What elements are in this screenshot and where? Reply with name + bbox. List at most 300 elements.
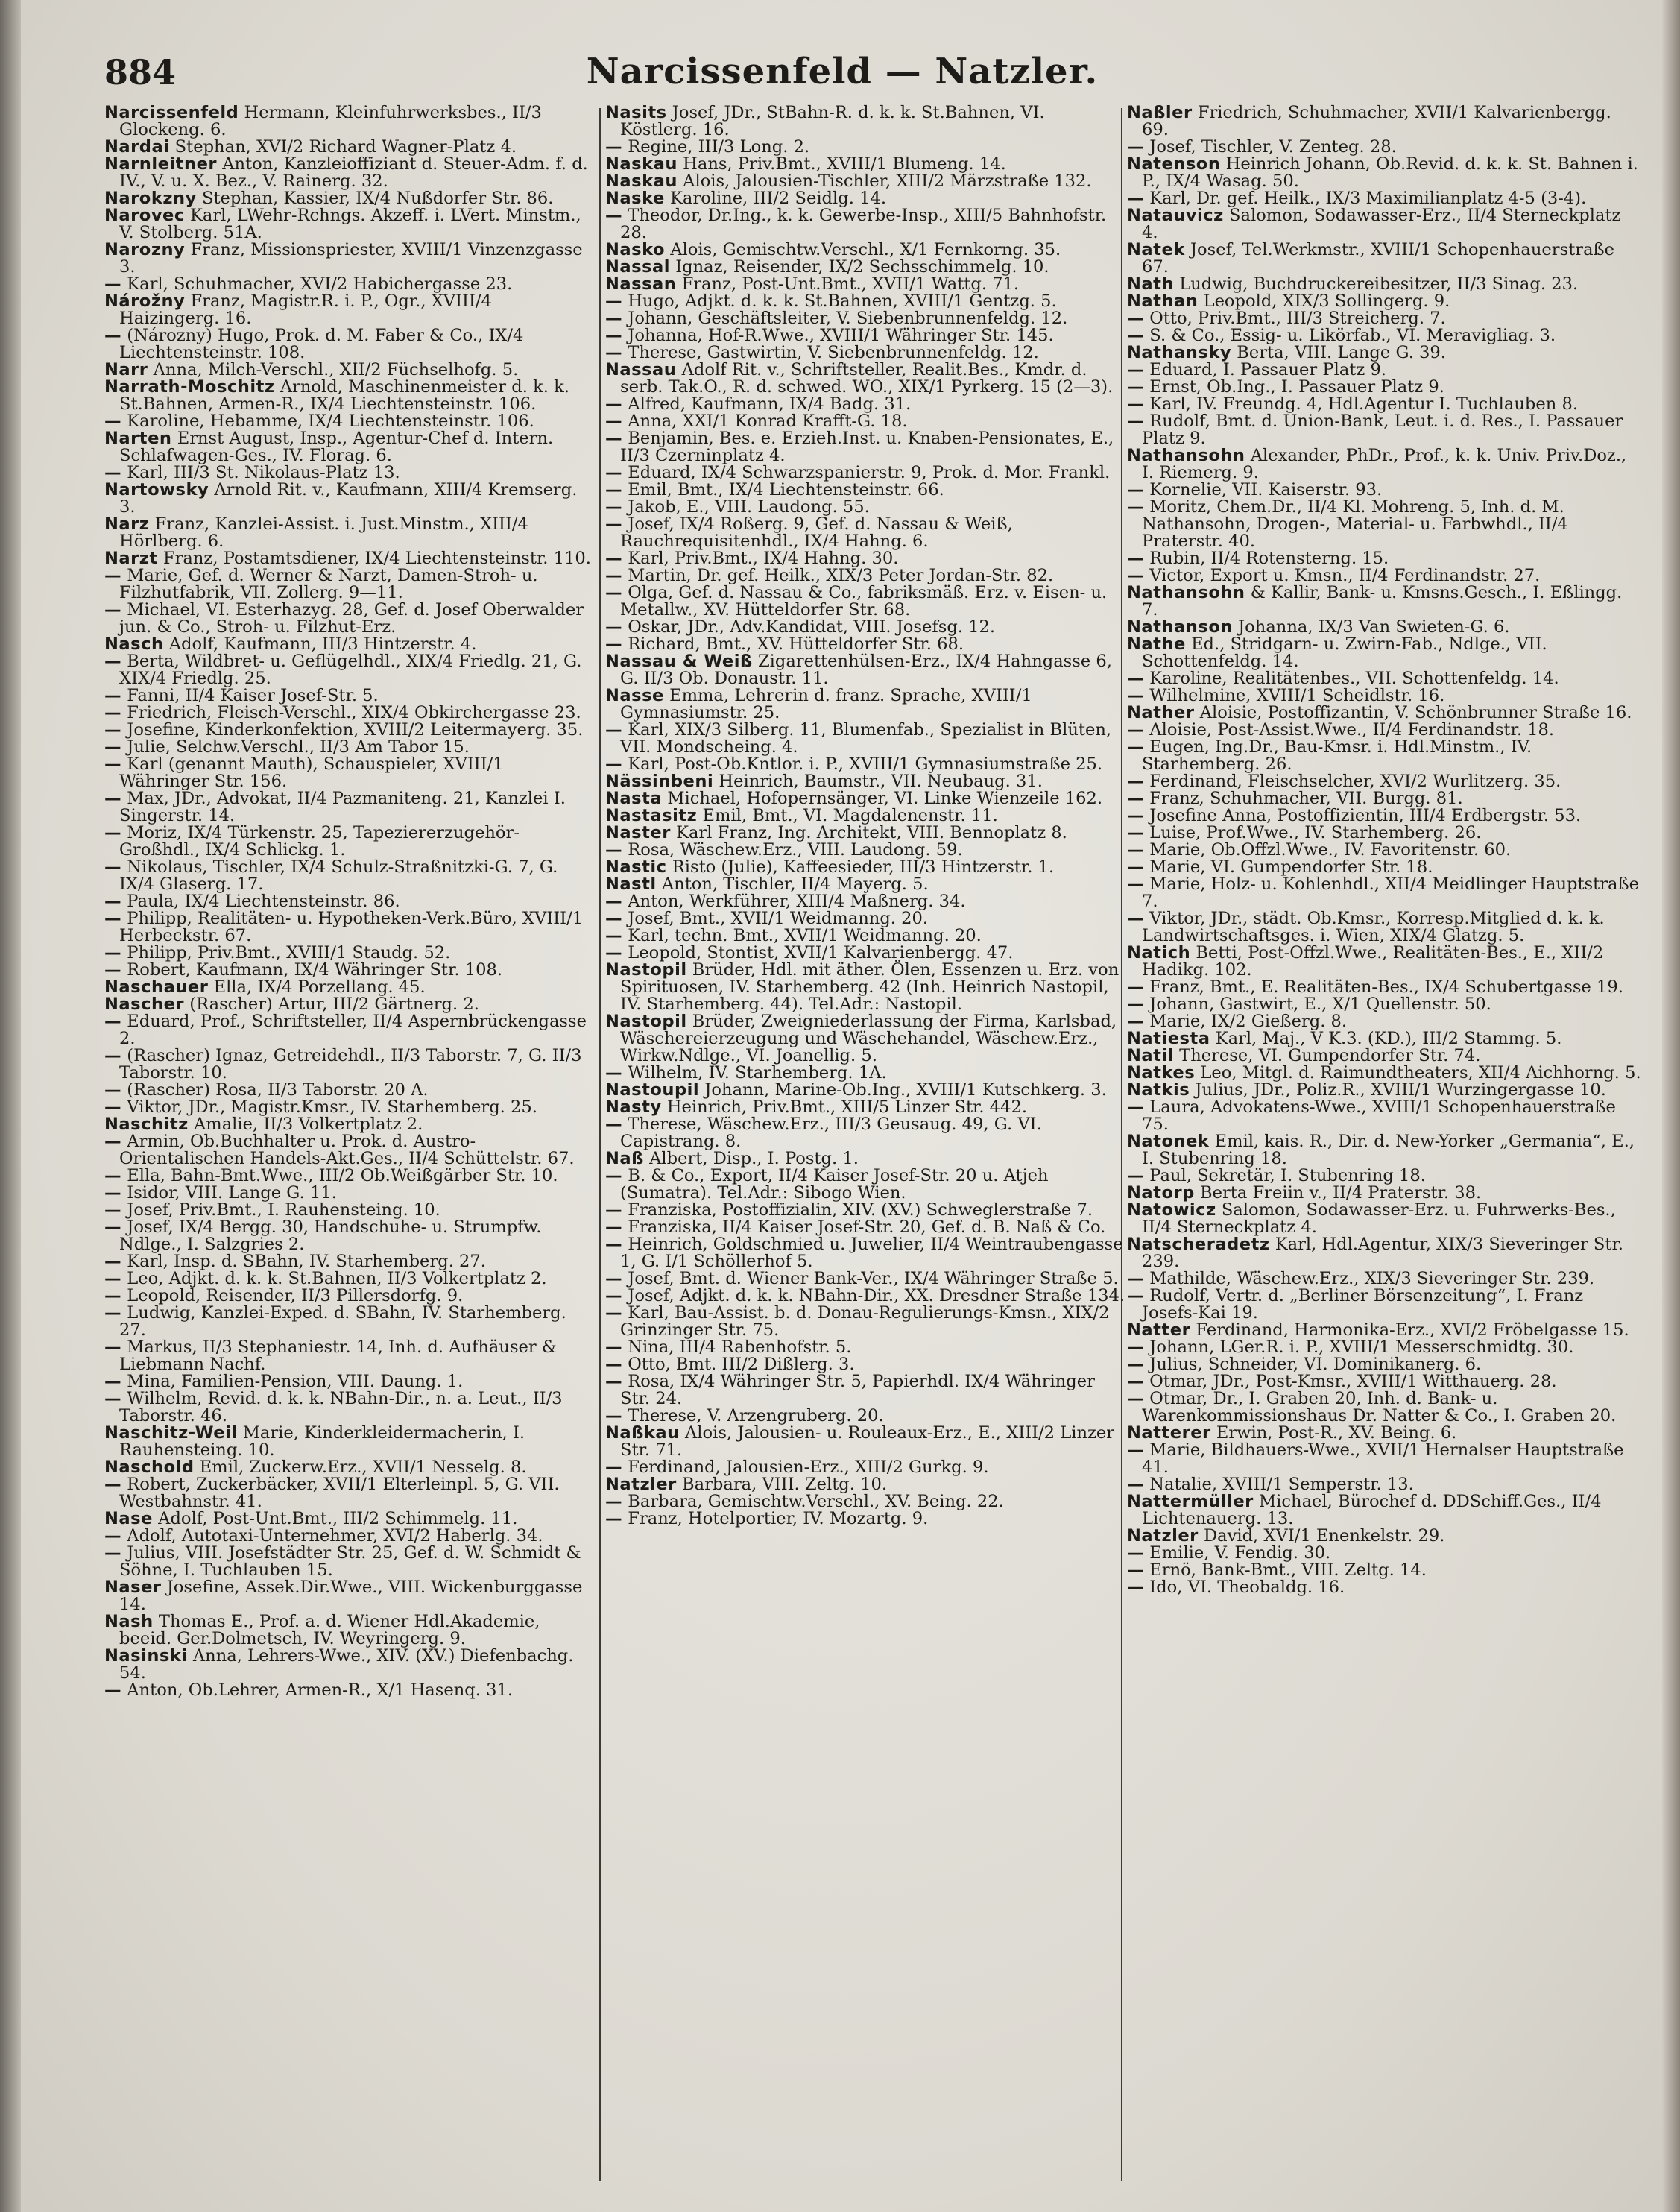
column-divider xyxy=(599,108,601,2181)
entry-surname: Nath xyxy=(1127,274,1175,294)
directory-entry xyxy=(1127,156,1641,190)
entry-surname: Nassal xyxy=(605,257,671,277)
entry-details: Emil, Bmt., VI. Magdalenenstr. 11. xyxy=(702,806,998,825)
entry-surname: — xyxy=(605,1217,623,1237)
entry-surname: — xyxy=(605,1115,623,1134)
entry-details: Anton, Tischler, II/4 Mayerg. 5. xyxy=(661,875,929,894)
entry-surname: — xyxy=(1127,377,1145,397)
entry-details: Michael, VI. Esterhazyg. 28, Gef. d. Josef Oberwalder jun. & Co., Stroh- u. Filzhut-Erz. xyxy=(119,600,584,637)
entry-details: Ludwig, Kanzlei-Exped. d. SBahn, IV. Starhemberg. 27. xyxy=(119,1303,566,1340)
directory-entry xyxy=(104,1270,596,1288)
page-edge-left xyxy=(0,0,21,2212)
directory-entry xyxy=(1127,1322,1641,1339)
directory-entry xyxy=(1127,1099,1641,1133)
column-2 xyxy=(605,104,1127,2192)
entry-details: Viktor, JDr., Magistr.Kmsr., IV. Starhemberg. 25. xyxy=(127,1097,537,1117)
entry-details: Leopold, Reisender, II/3 Pillersdorfg. 9. xyxy=(127,1286,464,1305)
directory-entry xyxy=(104,893,596,910)
entry-details: Heinrich, Baumstr., VII. Neubaug. 31. xyxy=(719,772,1043,791)
entry-details: Stephan, Kassier, IX/4 Nußdorfer Str. 86. xyxy=(202,189,554,208)
entry-surname: Nascher xyxy=(104,995,185,1014)
directory-entry xyxy=(605,550,1127,567)
entry-details: Marie, Holz- u. Kohlenhdl., XII/4 Meidlinger Hauptstraße 7. xyxy=(1142,875,1639,911)
entry-details: Julius, JDr., Poliz.R., XVIII/1 Wurzingergasse 10. xyxy=(1195,1080,1606,1100)
entry-surname: Naßler xyxy=(1127,104,1193,122)
entry-details: Michael, Hofopernsänger, VI. Linke Wienzeile 162. xyxy=(667,789,1103,808)
entry-surname: — xyxy=(104,943,122,962)
directory-entry xyxy=(605,653,1127,687)
directory-entry xyxy=(104,1510,596,1528)
directory-entry xyxy=(1127,790,1641,807)
entry-surname: Naß xyxy=(605,1149,644,1168)
directory-entry xyxy=(104,362,596,379)
directory-entry xyxy=(1127,242,1641,276)
entry-details: Arnold Rit. v., Kaufmann, XIII/4 Kremserg. 3. xyxy=(119,480,578,517)
entry-surname: — xyxy=(1127,189,1145,208)
entry-surname: — xyxy=(605,909,623,928)
entry-surname: Natzler xyxy=(605,1475,677,1494)
directory-entry xyxy=(605,1013,1127,1065)
entry-details: Leo, Mitgl. d. Raimundtheaters, XII/4 Aichhorng. 5. xyxy=(1200,1063,1641,1083)
entry-details: Ed., Stridgarn- u. Zwirn-Fab., Ndlge., VII. Schottenfeldg. 14. xyxy=(1142,634,1547,671)
directory-entry xyxy=(605,773,1127,790)
directory-entry xyxy=(605,207,1127,242)
directory-entry xyxy=(1127,413,1641,447)
directory-entry xyxy=(104,756,596,790)
entry-details: Victor, Export u. Kmsn., II/4 Ferdinandstr. 27. xyxy=(1149,566,1541,585)
column-1 xyxy=(104,104,596,2192)
entry-surname: — xyxy=(104,1166,122,1185)
directory-entry xyxy=(605,687,1127,722)
entry-surname: — xyxy=(605,566,623,585)
directory-entry xyxy=(104,653,596,687)
entry-details: Johann, Marine-Ob.Ing., XVIII/1 Kutschkerg. 3. xyxy=(704,1080,1107,1100)
entry-details: Franz, Missionspriester, XVIII/1 Vinzenzgasse 3. xyxy=(119,240,583,277)
entry-surname: — xyxy=(104,1337,122,1357)
directory-entry xyxy=(1127,1168,1641,1185)
entry-details: Josefine Anna, Postoffizientin, III/4 Erdbergstr. 53. xyxy=(1149,806,1582,825)
directory-entry xyxy=(1127,550,1641,567)
entry-surname: Natkes xyxy=(1127,1063,1196,1083)
directory-entry xyxy=(605,327,1127,344)
entry-details: Karl Franz, Ing. Architekt, VIII. Bennoplatz 8. xyxy=(676,823,1067,842)
entry-surname: — xyxy=(1127,137,1145,157)
entry-surname: — xyxy=(605,840,623,860)
entry-surname: — xyxy=(605,1337,623,1357)
entry-details: (Nározny) Hugo, Prok. d. M. Faber & Co., IX/4 Liechtensteinstr. 108. xyxy=(119,326,524,362)
directory-entry xyxy=(104,464,596,482)
entry-details: Natalie, XVIII/1 Semperstr. 13. xyxy=(1149,1475,1414,1494)
entry-details: Therese, Wäschew.Erz., III/3 Geusaug. 49, G. VI. Capistrang. 8. xyxy=(620,1115,1042,1151)
entry-details: Therese, VI. Gumpendorfer Str. 74. xyxy=(1179,1046,1481,1065)
entry-details: Adolf, Autotaxi-Unternehmer, XVI/2 Haberlg. 34. xyxy=(127,1526,543,1545)
entry-surname: — xyxy=(1127,1440,1145,1460)
entry-details: Franz, Hotelportier, IV. Mozartg. 9. xyxy=(628,1509,929,1528)
entry-surname: — xyxy=(605,463,623,482)
directory-entry xyxy=(605,499,1127,516)
directory-entry xyxy=(1127,807,1641,825)
entry-details: Barbara, Gemischtw.Verschl., XV. Being. 22. xyxy=(628,1492,1004,1511)
entry-surname: — xyxy=(1127,875,1145,894)
directory-entry xyxy=(605,945,1127,962)
directory-entry xyxy=(605,362,1127,396)
directory-entry xyxy=(1127,825,1641,842)
directory-entry xyxy=(104,139,596,156)
directory-entry xyxy=(104,516,596,550)
entry-surname: Narcissenfeld xyxy=(104,104,239,122)
directory-entry xyxy=(605,1476,1127,1493)
entry-surname: Natonek xyxy=(1127,1132,1210,1151)
entry-details: Risto (Julie), Kaffeesieder, III/3 Hintzerstr. 1. xyxy=(672,857,1055,877)
entry-details: Karl, Schuhmacher, XVI/2 Habichergasse 23. xyxy=(127,274,513,294)
directory-entry xyxy=(1127,1425,1641,1442)
entry-details: Karl, Post-Ob.Kntlor. i. P., XVIII/1 Gymnasiumstraße 25. xyxy=(628,754,1103,774)
entry-surname: — xyxy=(605,943,623,962)
entry-surname: — xyxy=(1127,1337,1145,1357)
directory-entry xyxy=(104,705,596,722)
directory-entry xyxy=(605,396,1127,413)
entry-surname: — xyxy=(1127,789,1145,808)
directory-entry xyxy=(605,1082,1127,1099)
entry-surname: — xyxy=(1127,1372,1145,1391)
entry-details: Franziska, Postoffizialin, XIV. (XV.) Schweglerstraße 7. xyxy=(628,1200,1093,1220)
entry-surname: Natter xyxy=(1127,1320,1191,1340)
entry-details: Laura, Advokatens-Wwe., XVIII/1 Schopenhauerstraße 75. xyxy=(1142,1097,1616,1134)
entry-surname: — xyxy=(1127,1560,1145,1580)
entry-details: Josef, Bmt. d. Wiener Bank-Ver., IX/4 Währinger Straße 5. xyxy=(628,1269,1119,1288)
entry-details: Eduard, I. Passauer Platz 9. xyxy=(1149,360,1387,379)
entry-details: Berta, VIII. Lange G. 39. xyxy=(1237,343,1446,362)
entry-details: Wilhelmine, XVIII/1 Scheidlstr. 16. xyxy=(1149,686,1445,705)
entry-details: Karl, Dr. gef. Heilk., IX/3 Maximilianplatz 4-5 (3-4). xyxy=(1149,189,1587,208)
entry-details: (Rascher) Ignaz, Getreidehdl., II/3 Taborstr. 7, G. II/3 Taborstr. 10. xyxy=(119,1046,582,1083)
directory-entry xyxy=(1127,207,1641,242)
directory-entry xyxy=(104,156,596,190)
entry-surname: Naschold xyxy=(104,1458,195,1477)
entry-surname: — xyxy=(605,754,623,774)
directory-entry xyxy=(605,1373,1127,1408)
directory-entry xyxy=(1127,670,1641,687)
entry-surname: Nathanson xyxy=(1127,617,1233,637)
directory-entry xyxy=(605,842,1127,859)
entry-surname: — xyxy=(605,549,623,568)
entry-surname: Nassan xyxy=(605,274,677,294)
directory-entry xyxy=(1127,945,1641,979)
directory-entry xyxy=(1127,1493,1641,1528)
directory-entry xyxy=(104,825,596,859)
entry-surname: — xyxy=(605,394,623,414)
entry-details: Otto, Priv.Bmt., III/3 Streicherg. 7. xyxy=(1149,309,1446,328)
entry-details: Emil, Bmt., IX/4 Liechtensteinstr. 66. xyxy=(628,480,944,500)
entry-surname: — xyxy=(605,206,623,225)
directory-entry xyxy=(605,190,1127,207)
entry-surname: — xyxy=(104,703,122,722)
entry-surname: — xyxy=(605,497,623,517)
entry-surname: — xyxy=(605,326,623,345)
directory-entry xyxy=(1127,842,1641,859)
directory-entry xyxy=(1127,1047,1641,1065)
directory-entry xyxy=(104,327,596,362)
directory-entry xyxy=(104,1219,596,1253)
entry-surname: Nase xyxy=(104,1509,153,1528)
entry-surname: Narokzny xyxy=(104,189,197,208)
directory-entry xyxy=(1127,1579,1641,1596)
entry-surname: — xyxy=(1127,1355,1145,1374)
entry-details: Zigarettenhülsen-Erz., IX/4 Hahngasse 6, G. II/3 Ob. Donaustr. 11. xyxy=(620,652,1112,688)
column-3 xyxy=(1127,104,1641,2192)
entry-surname: — xyxy=(605,1063,623,1083)
page-number: 884 xyxy=(104,52,177,92)
entry-details: Mathilde, Wäschew.Erz., XIX/3 Sieveringer Str. 239. xyxy=(1149,1269,1595,1288)
entry-surname: — xyxy=(1127,1269,1145,1288)
entry-surname: Nassau xyxy=(605,360,677,379)
entry-surname: — xyxy=(104,566,122,585)
entry-surname: Naschitz xyxy=(104,1115,189,1134)
entry-surname: — xyxy=(605,514,623,534)
directory-entry xyxy=(104,722,596,739)
entry-details: Karl, IV. Freundg. 4, Hdl.Agentur I. Tuchlauben 8. xyxy=(1149,394,1579,414)
entry-details: Friedrich, Fleisch-Verschl., XIX/4 Obkirchergasse 23. xyxy=(127,703,581,722)
entry-details: Aloisie, Post-Assist.Wwe., II/4 Ferdinandstr. 18. xyxy=(1149,720,1555,740)
directory-entry xyxy=(104,962,596,979)
directory-entry xyxy=(605,1270,1127,1288)
entry-details: Mina, Familien-Pension, VIII. Daung. 1. xyxy=(127,1372,464,1391)
entry-surname: — xyxy=(1127,1286,1145,1305)
directory-entry xyxy=(1127,482,1641,499)
directory-entry xyxy=(605,859,1127,876)
entry-details: Ferdinand, Fleischselcher, XVI/2 Wurlitzerg. 35. xyxy=(1149,772,1561,791)
entry-details: Otmar, JDr., Post-Kmsr., XVIII/1 Witthauerg. 28. xyxy=(1149,1372,1557,1391)
entry-details: Benjamin, Bes. e. Erzieh.Inst. u. Knaben-Pensionates, E., II/3 Czerninplatz 4. xyxy=(620,429,1114,465)
directory-entry xyxy=(104,276,596,293)
entry-surname: — xyxy=(104,412,122,431)
directory-entry xyxy=(605,790,1127,807)
entry-details: Karoline, Realitätenbes., VII. Schottenfeldg. 14. xyxy=(1149,669,1559,688)
entry-details: Martin, Dr. gef. Heilk., XIX/3 Peter Jordan-Str. 82. xyxy=(628,566,1054,585)
directory-entry xyxy=(605,413,1127,430)
directory-entry xyxy=(104,1390,596,1425)
entry-surname: — xyxy=(104,960,122,980)
entry-surname: Nassau & Weiß xyxy=(605,652,753,671)
entry-surname: — xyxy=(104,1372,122,1391)
entry-details: Rosa, Wäschew.Erz., VIII. Laudong. 59. xyxy=(628,840,963,860)
entry-surname: — xyxy=(1127,412,1145,431)
directory-entry xyxy=(605,636,1127,653)
entry-surname: — xyxy=(104,1132,122,1151)
entry-surname: Narr xyxy=(104,360,148,379)
entry-surname: — xyxy=(104,823,122,842)
directory-entry xyxy=(104,1579,596,1613)
directory-entry xyxy=(605,293,1127,310)
entry-surname: — xyxy=(104,274,122,294)
directory-entry xyxy=(605,893,1127,910)
directory-entry xyxy=(605,1099,1127,1116)
entry-surname: Natiesta xyxy=(1127,1029,1210,1048)
entry-surname: — xyxy=(1127,309,1145,328)
directory-entry xyxy=(104,1459,596,1476)
entry-surname: Narnleitner xyxy=(104,154,218,174)
entry-details: Johann, Gastwirt, E., X/1 Quellenstr. 50. xyxy=(1149,995,1491,1014)
entry-details: Philipp, Priv.Bmt., XVIII/1 Staudg. 52. xyxy=(127,943,451,962)
entry-details: Johann, Geschäftsleiter, V. Siebenbrunnenfeldg. 12. xyxy=(628,309,1068,328)
entry-details: Otmar, Dr., I. Graben 20, Inh. d. Bank- u. Warenkommissionshaus Dr. Natter & Co., I. Graben 20. xyxy=(1142,1389,1617,1425)
directory-entry xyxy=(1127,687,1641,705)
entry-surname: — xyxy=(1127,857,1145,877)
entry-details: Markus, II/3 Stephaniestr. 14, Inh. d. Aufhäuser & Liebmann Nachf. xyxy=(119,1337,558,1374)
entry-details: Hans, Priv.Bmt., XVIII/1 Blumeng. 14. xyxy=(683,154,1006,174)
entry-surname: — xyxy=(605,1492,623,1511)
entry-surname: Naschitz-Weil xyxy=(104,1423,238,1443)
directory-entry xyxy=(1127,636,1641,670)
directory-entry xyxy=(605,927,1127,945)
entry-details: Berta, Wildbret- u. Geflügelhdl., XIX/4 Friedlg. 21, G. XIX/4 Friedlg. 25. xyxy=(119,652,582,688)
entry-surname: Nastopil xyxy=(605,1012,687,1031)
entry-details: Alexander, PhDr., Prof., k. k. Univ. Priv.Doz., I. Riemerg. 9. xyxy=(1142,446,1627,482)
directory-entry xyxy=(104,1305,596,1339)
entry-surname: Nárožny xyxy=(104,292,186,311)
directory-entry xyxy=(1127,362,1641,379)
directory-entry xyxy=(104,1116,596,1133)
directory-entry xyxy=(104,482,596,516)
entry-details: Karl, Bau-Assist. b. d. Donau-Regulierungs-Kmsn., XIX/2 Grinzinger Str. 75. xyxy=(620,1303,1110,1340)
entry-surname: — xyxy=(104,737,122,757)
directory-entry xyxy=(605,1305,1127,1339)
entry-surname: — xyxy=(104,326,122,345)
entry-surname: — xyxy=(605,309,623,328)
entry-details: S. & Co., Essig- u. Likörfab., VI. Meravigliag. 3. xyxy=(1149,326,1556,345)
entry-surname: Natscheradetz xyxy=(1127,1235,1270,1254)
directory-entry xyxy=(1127,859,1641,876)
entry-surname: — xyxy=(605,1235,623,1254)
entry-details: Regine, III/3 Long. 2. xyxy=(628,137,810,157)
entry-surname: — xyxy=(605,292,623,311)
entry-details: Franz, Bmt., E. Realitäten-Bes., IX/4 Schubertgasse 19. xyxy=(1149,977,1623,997)
entry-details: Arnold, Maschinenmeister d. k. k. St.Bahnen, Armen-R., IX/4 Liechtensteinstr. 106. xyxy=(119,377,569,414)
directory-entry xyxy=(104,104,596,139)
entry-details: Salomon, Sodawasser-Erz., II/4 Sterneckplatz 4. xyxy=(1142,206,1621,242)
directory-entry xyxy=(104,1476,596,1510)
entry-surname: Natauvicz xyxy=(1127,206,1224,225)
entry-details: Leopold, Stontist, XVII/1 Kalvarienbergg. 47. xyxy=(628,943,1014,962)
entry-details: Heinrich Johann, Ob.Revid. d. k. k. St. Bahnen i. P., IX/4 Wasag. 50. xyxy=(1142,154,1638,191)
entry-details: Anton, Werkführer, XIII/4 Maßnerg. 34. xyxy=(628,892,966,911)
directory-entry xyxy=(104,1373,596,1390)
entry-surname: — xyxy=(1127,669,1145,688)
entry-surname: Naser xyxy=(104,1578,162,1597)
entry-surname: — xyxy=(605,1286,623,1305)
entry-details: Emil, kais. R., Dir. d. New-Yorker „Germania“, E., I. Stubenring 18. xyxy=(1142,1132,1635,1168)
entry-details: Stephan, XVI/2 Richard Wagner-Platz 4. xyxy=(174,137,517,157)
entry-details: Emma, Lehrerin d. franz. Sprache, XVIII/1 Gymnasiumstr. 25. xyxy=(620,686,1032,722)
entry-surname: — xyxy=(1127,566,1145,585)
directory-entry xyxy=(605,1219,1127,1236)
entry-surname: Natenson xyxy=(1127,154,1221,174)
directory-entry xyxy=(605,1459,1127,1476)
entry-surname: Nastopil xyxy=(605,960,687,980)
entry-details: Armin, Ob.Buchhalter u. Prok. d. Austro-Orientalischen Handels-Akt.Ges., II/4 Schüttelstr. 67. xyxy=(119,1132,575,1168)
entry-surname: Naschauer xyxy=(104,977,209,997)
entry-surname: Naske xyxy=(605,189,665,208)
entry-details: Therese, Gastwirtin, V. Siebenbrunnenfeldg. 12. xyxy=(628,343,1039,362)
entry-surname: Nasits xyxy=(605,104,667,122)
directory-entry xyxy=(605,962,1127,1013)
entry-details: Robert, Kaufmann, IX/4 Währinger Str. 108. xyxy=(127,960,502,980)
directory-entry xyxy=(1127,379,1641,396)
directory-entry xyxy=(104,1082,596,1099)
entry-details: Aloisie, Postoffizantin, V. Schönbrunner Straße 16. xyxy=(1199,703,1632,722)
directory-entry xyxy=(104,1185,596,1202)
entry-surname: Nathansohn xyxy=(1127,583,1245,602)
entry-surname: Nastic xyxy=(605,857,667,877)
entry-surname: Nastoupil xyxy=(605,1080,700,1100)
entry-surname: — xyxy=(605,343,623,362)
entry-surname: — xyxy=(605,617,623,637)
directory-entry xyxy=(104,1648,596,1682)
entry-details: Albert, Disp., I. Postg. 1. xyxy=(649,1149,859,1168)
entry-surname: — xyxy=(104,1097,122,1117)
entry-details: Ferdinand, Jalousien-Erz., XIII/2 Gurkg. 9. xyxy=(628,1458,989,1477)
entry-details: Josefine, Assek.Dir.Wwe., VIII. Wickenburggasse 14. xyxy=(119,1578,583,1614)
entry-details: Ludwig, Buchdruckereibesitzer, II/3 Sinag. 23. xyxy=(1179,274,1579,294)
entry-surname: — xyxy=(605,1303,623,1323)
entry-details: Moriz, IX/4 Türkenstr. 25, Tapeziererzugehör-Großhdl., IX/4 Schlickg. 1. xyxy=(119,823,520,860)
entry-surname: Nathe xyxy=(1127,634,1186,654)
entry-surname: — xyxy=(605,926,623,945)
entry-surname: — xyxy=(605,429,623,448)
entry-details: Wilhelm, Revid. d. k. k. NBahn-Dir., n. a. Leut., II/3 Taborstr. 46. xyxy=(119,1389,563,1425)
entry-surname: — xyxy=(1127,772,1145,791)
entry-surname: — xyxy=(1127,360,1145,379)
directory-entry xyxy=(605,1425,1127,1459)
directory-entry xyxy=(104,790,596,825)
entry-details: Otto, Bmt. III/2 Dißlerg. 3. xyxy=(628,1355,855,1374)
entry-surname: Natorp xyxy=(1127,1183,1195,1203)
entry-details: Marie, VI. Gumpendorfer Str. 18. xyxy=(1149,857,1433,877)
entry-surname: — xyxy=(104,1252,122,1271)
entry-surname: — xyxy=(1127,1097,1145,1117)
entry-details: Rubin, II/4 Rotensterng. 15. xyxy=(1149,549,1389,568)
entry-details: Ernst, Ob.Ing., I. Passauer Platz 9. xyxy=(1149,377,1444,397)
entry-surname: — xyxy=(1127,1475,1145,1494)
entry-details: Paul, Sekretär, I. Stubenring 18. xyxy=(1149,1166,1426,1185)
entry-surname: — xyxy=(104,1475,122,1494)
directory-entry xyxy=(104,996,596,1013)
entry-surname: — xyxy=(1127,840,1145,860)
entry-surname: — xyxy=(1127,1578,1145,1597)
entry-details: Rosa, IX/4 Währinger Str. 5, Papierhdl. IX/4 Währinger Str. 24. xyxy=(620,1372,1095,1408)
directory-entry xyxy=(1127,773,1641,790)
directory-entry xyxy=(1127,1288,1641,1322)
directory-entry xyxy=(104,190,596,207)
entry-surname: — xyxy=(104,789,122,808)
directory-entry xyxy=(605,807,1127,825)
entry-details: Alfred, Kaufmann, IX/4 Badg. 31. xyxy=(628,394,912,414)
entry-details: Nikolaus, Tischler, IX/4 Schulz-Straßnitzki-G. 7, G. IX/4 Glaserg. 17. xyxy=(119,857,558,894)
entry-surname: — xyxy=(104,1046,122,1065)
entry-surname: Naster xyxy=(605,823,671,842)
entry-surname: — xyxy=(104,1286,122,1305)
directory-entry xyxy=(605,344,1127,362)
entry-details: Josef, Adjkt. d. k. k. NBahn-Dir., XX. Dresdner Straße 134. xyxy=(628,1286,1125,1305)
entry-surname: Nasty xyxy=(605,1097,662,1117)
directory-entry xyxy=(605,1202,1127,1219)
entry-surname: — xyxy=(104,463,122,482)
entry-surname: — xyxy=(104,1183,122,1203)
directory-entry xyxy=(605,242,1127,259)
entry-details: Luise, Prof.Wwe., IV. Starhemberg. 26. xyxy=(1149,823,1482,842)
entry-details: Alois, Jalousien-Tischler, XIII/2 Märzstraße 132. xyxy=(683,171,1092,191)
entry-surname: Nastl xyxy=(605,875,657,894)
